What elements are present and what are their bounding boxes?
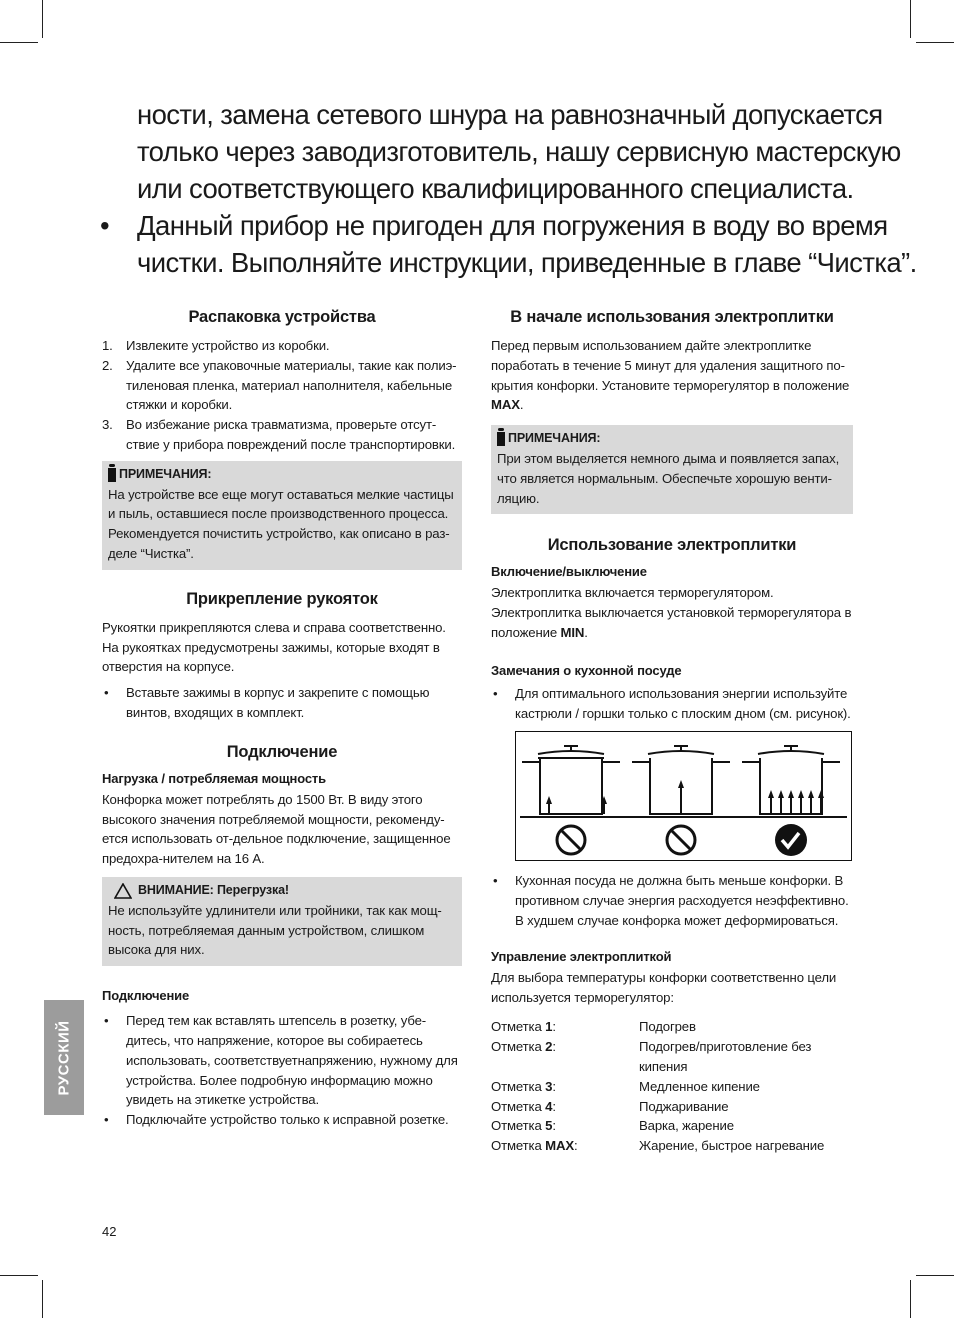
bullet-list: [491, 684, 853, 724]
crop-mark: [910, 0, 911, 38]
section-title-connection: Подключение: [226, 742, 338, 761]
warning-box: [102, 877, 462, 966]
section-title-handles: Прикрепление рукояток: [186, 589, 378, 608]
crop-mark: [42, 1280, 43, 1318]
note-title: ПРИМЕЧАНИЯ:: [119, 466, 212, 481]
list-item: • Подключайте устройство только к исправной розетке.: [102, 1110, 462, 1130]
paragraph: Рукоятки прикрепляются слева и справа соответственно. На рукоятках предусмотрены зажимы, которые входят в отверстия на корпусе.: [102, 619, 446, 675]
section-title-usage: Использование электроплитки: [547, 536, 797, 555]
subheading: Управление электроплиткой: [491, 948, 672, 964]
left-column: [102, 306, 462, 1130]
right-column: [491, 306, 853, 1156]
note-box: [102, 461, 462, 570]
page-number: 42: [102, 1224, 117, 1239]
subheading: Нагрузка / потребляемая мощность: [102, 770, 326, 786]
note-title: ПРИМЕЧАНИЯ:: [508, 431, 601, 446]
paragraph: Электроплитка включается терморегулятором. Электроплитка выключается установкой терморегулятора в положение MIN.: [491, 585, 852, 640]
subheading: Включение/выключение: [491, 564, 647, 580]
list-item: • Перед тем как вставлять штепсель в розетку, убе-дитесь, что напряжение, которое вы собираетесь использовать, соответствуетнапряжению, нужному для устройства. Более подробную информацию можно увидеть на этикетке устройства.: [102, 1011, 462, 1110]
list-item: • Для оптимального использования энергии используйте кастрюли / горшки только с плоским дном (см. рисунок).: [491, 684, 853, 724]
hero-bullet: •: [100, 210, 110, 241]
max-label: MAX: [491, 397, 520, 413]
list-item: 1. Извлеките устройство из коробки.: [102, 338, 330, 353]
subheading: Замечания о кухонной посуде: [491, 662, 682, 678]
note-text: На устройстве все еще могут оставаться мелкие частицы и пыль, оставшиеся после производственного процесса. Рекомендуется почистить устройство, как описано в раз-деле “Чистка”.: [108, 486, 454, 561]
prohibited-icon: [667, 826, 695, 854]
prohibited-icon: [557, 826, 585, 854]
section-title-unpack: Распаковка устройства: [188, 308, 376, 326]
table-row: Отметка 5: Варка, жарение: [491, 1118, 734, 1134]
subheading: Подключение: [102, 988, 190, 1004]
warning-icon: [114, 883, 132, 899]
note-box: [491, 425, 853, 514]
crop-mark: [916, 1275, 954, 1276]
marks-table: [491, 1017, 853, 1156]
checkmark-icon: [775, 824, 807, 856]
bullet-list: [491, 871, 853, 930]
hero-text: [100, 96, 917, 281]
table-row: Отметка 2: Подогрев/приготовление без кипения: [491, 1039, 812, 1074]
list-item: • Вставьте зажимы в корпус и закрепите с помощью винтов, входящих в комплект.: [102, 683, 462, 723]
crop-mark: [42, 0, 43, 38]
cookware-figure: [515, 731, 852, 861]
hero-line: ности, замена сетевого шнура на равнозначный допускается: [137, 99, 883, 130]
language-label: РУССКИЙ: [55, 1019, 73, 1096]
list-item: • Кухонная посуда не должна быть меньше конфорки. В противном случае энергия расходуется неэффективно. В худшем случае конфорка может деформироваться.: [491, 871, 853, 930]
warning-title: ВНИМАНИЕ: Перегрузка!: [138, 882, 289, 897]
crop-mark: [0, 1275, 38, 1276]
crop-mark: [0, 42, 38, 43]
section-title-first-use: В начале использования электроплитки: [510, 308, 834, 326]
table-row: Отметка 4: Поджаривание: [491, 1098, 729, 1114]
table-row: Отметка MAX: Жарение, быстрое нагревание: [491, 1138, 825, 1154]
hero-line: или соответствующего квалифицированного специалиста.: [137, 173, 854, 204]
table-row: Отметка 3: Медленное кипение: [491, 1078, 760, 1094]
crop-mark: [910, 1280, 911, 1318]
warning-text: Не используйте удлинители или тройники, так как мощ-ность, потребляемая данным устройством, слишком высока для них.: [108, 902, 442, 958]
hero-line: только через заводизготовитель, нашу сервисную мастерскую: [137, 136, 901, 167]
paragraph: Перед первым использованием дайте электроплитке поработать в течение 5 минут для удаления защитного по-крытия конфорки. Установите терморегулятор в положение MAX.: [491, 338, 850, 413]
crop-mark: [916, 42, 954, 43]
hero-line: чистки. Выполняйте инструкции, приведенные в главе “Чистка”.: [137, 247, 917, 278]
list-item: 2. Удалите все упаковочные материалы, такие как полиэ-тиленовая пленка, материал наполнителя, кабельные стяжки и коробки.: [102, 357, 457, 413]
note-text: При этом выделяется немного дыма и появляется запах, что является нормальным. Обеспечьте хорошую венти-ляцию.: [497, 450, 840, 506]
min-label: MIN: [560, 624, 585, 640]
hero-line: • Данный прибор не пригоден для погружения в воду во время: [100, 207, 880, 244]
bullet-list: [102, 683, 462, 723]
cookware-illustration: [516, 732, 851, 860]
language-tab: [44, 1000, 84, 1115]
info-icon: [108, 468, 116, 482]
info-icon: [497, 432, 505, 446]
unpack-steps: [102, 336, 462, 455]
paragraph: Для выбора температуры конфорки соответственно цели используется терморегулятор:: [491, 969, 837, 1005]
paragraph: Конфорка может потреблять до 1500 Вт. В виду этого высокого значения потребляемой мощности, рекоменду-ется использовать от-дельное подключение, защищенное предохра-нителем на 16 А.: [102, 791, 451, 867]
list-item: 3. Во избежание риска травматизма, проверьте отсут-ствие у прибора повреждений после транспортировки.: [102, 417, 456, 452]
table-row: Отметка 1: Подогрев: [491, 1019, 696, 1035]
bullet-list: [102, 1011, 462, 1130]
